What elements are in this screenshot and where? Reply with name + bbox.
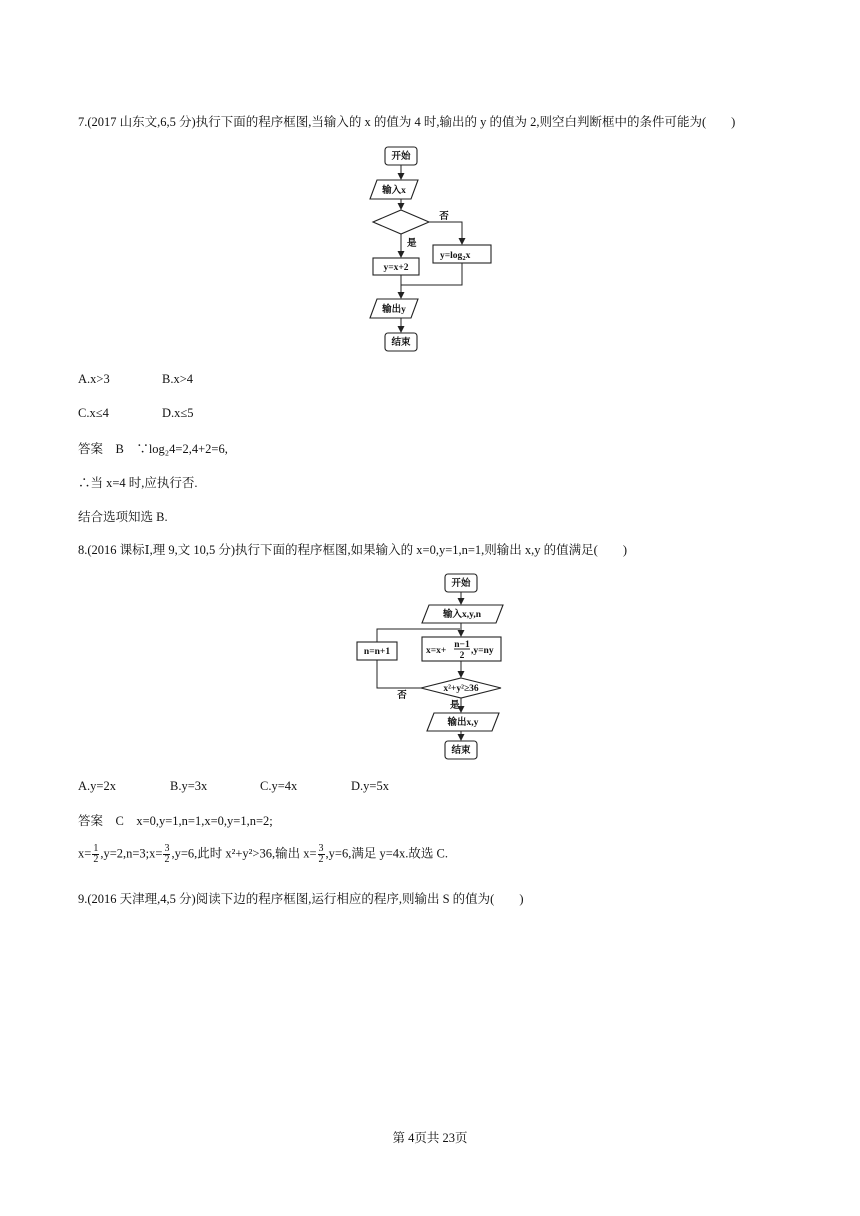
q8-update-num: n−1	[454, 640, 470, 650]
q8-explain	[78, 844, 448, 865]
q7-input-text: 输入x	[382, 186, 406, 196]
q8-explain-p3: ,y=6,此时 x²+y²>36,输出 x=	[171, 846, 317, 861]
q7-flowchart	[340, 140, 540, 380]
q7-start-text: 开始	[391, 152, 411, 162]
q8-input-text: 输入x,y,n	[442, 610, 482, 620]
q7-assign-right-text: $y=\log_2x$	[440, 251, 471, 262]
q8-update-post: ,y=ny	[471, 646, 494, 656]
q8-answer: 答案 C x=0,y=1,n=1,x=0,y=1,n=2;	[78, 814, 273, 828]
q8-update-pre: x=x+	[426, 646, 447, 656]
q8-stem: 8.(2016 课标Ⅰ,理 9,文 10,5 分)执行下面的程序框图,如果输入的 x=0,y=1,n=1,则输出 x,y 的值满足( )	[78, 543, 627, 557]
q7-option-c: C.x≤4	[78, 406, 109, 420]
q8-update-den: 2	[459, 651, 465, 661]
q7-explain-1: ∴当 x=4 时,应执行否.	[78, 476, 198, 490]
q7-option-a: A.x>3	[78, 372, 110, 386]
q7-assign-left-text: y=x+2	[383, 263, 409, 273]
q8-explain-p4: ,y=6,满足 y=4x.故选 C.	[325, 846, 448, 861]
page-footer: 第 4页共 23页	[392, 1131, 468, 1145]
q7-end-text: 结束	[391, 338, 411, 348]
q7-stem: 7.(2017 山东文,6,5 分)执行下面的程序框图,当输入的 x 的值为 4 时,输出的 y 的值为 2,则空白判断框中的条件可能为( )	[78, 115, 736, 129]
q8-frac-3: $\frac{3}{2}$	[318, 843, 324, 865]
q8-explain-p2: ,y=2,n=3;x=	[100, 846, 163, 861]
q7-explain-2: 结合选项知选 B.	[78, 510, 168, 524]
q8-option-b: B.y=3x	[170, 779, 208, 793]
q7-option-b: B.x>4	[162, 372, 194, 386]
q8-output-text: 输出x,y	[447, 718, 479, 728]
q7-option-d: D.x≤5	[162, 406, 194, 420]
q8-option-a: A.y=2x	[78, 779, 116, 793]
q8-decision-text: x²+y²≥36	[443, 684, 479, 694]
q8-explain-p1: x=	[78, 846, 92, 861]
q8-option-c: C.y=4x	[260, 779, 298, 793]
q8-increment-text: n=n+1	[363, 647, 391, 657]
q8-frac-2: $\frac{3}{2}$	[164, 843, 170, 865]
q7-no-label: 否	[439, 212, 449, 222]
q9-stem: 9.(2016 天津理,4,5 分)阅读下边的程序框图,运行相应的程序,则输出 S 的值为( )	[78, 892, 524, 906]
q8-no-label: 否	[397, 691, 407, 701]
q7-output-text: 输出y	[382, 305, 406, 315]
q8-flowchart	[350, 568, 570, 768]
q7-decision-node	[373, 210, 429, 234]
q7-answer: 答案 B ∵log₂4=2,4+2=6,	[78, 442, 228, 456]
q7-yes-label: 是	[407, 239, 417, 249]
q8-option-d: D.y=5x	[351, 779, 389, 793]
q8-end-text: 结束	[451, 746, 471, 756]
q8-start-text: 开始	[451, 579, 471, 589]
q8-frac-1: $\frac{1}{2}$	[93, 843, 99, 865]
q8-yes-label: 是	[450, 701, 460, 711]
